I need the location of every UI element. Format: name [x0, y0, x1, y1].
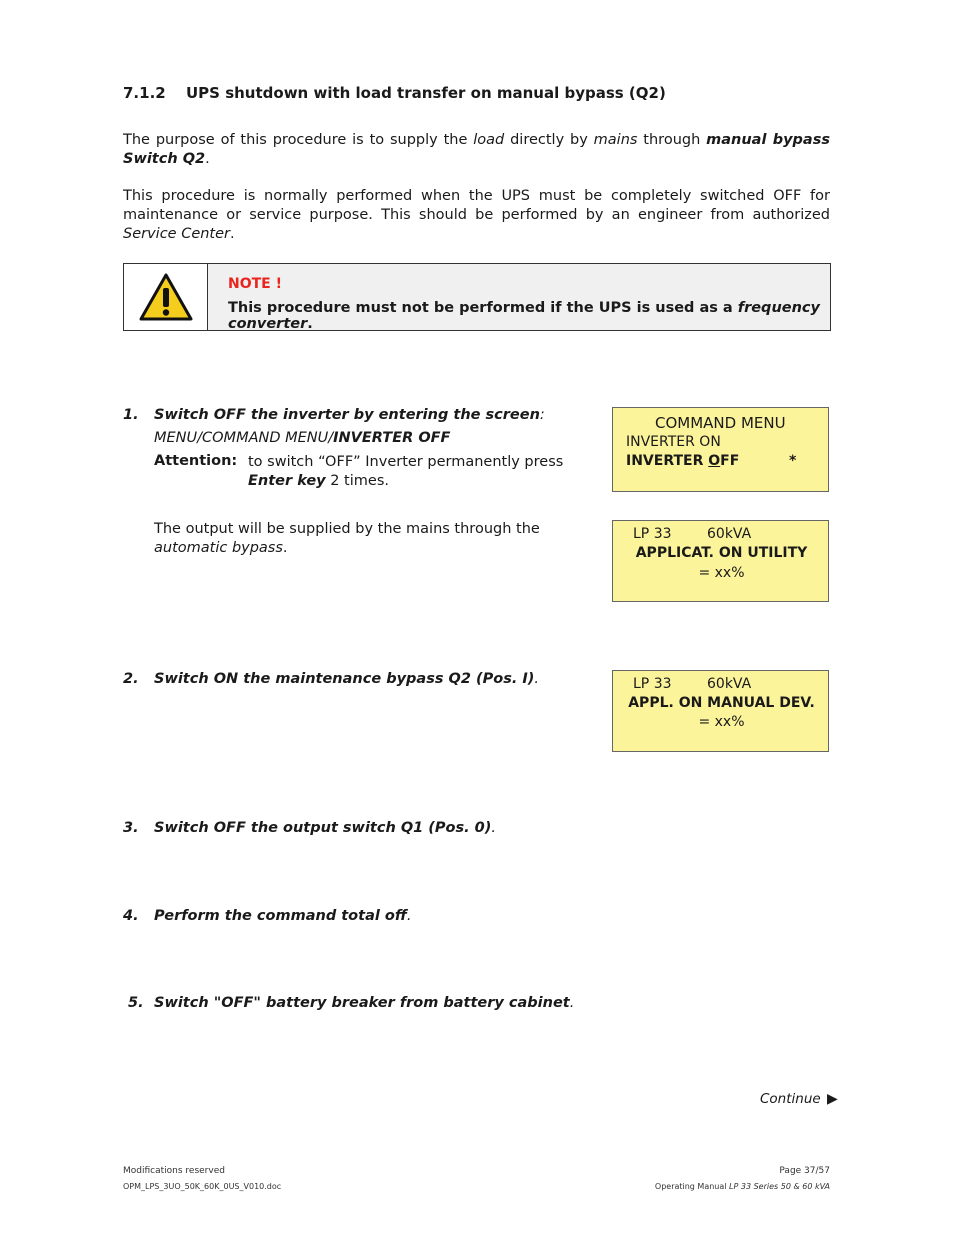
text: . — [569, 995, 575, 1011]
lcd-model: LP 33 — [633, 526, 672, 542]
lcd-power: 60kVA — [707, 676, 752, 692]
text-cursor: O — [708, 453, 721, 469]
lcd-appl-on-manual-dev — [612, 670, 829, 752]
step-number: 4. — [123, 908, 139, 924]
section-title: UPS shutdown with load transfer on manual bypass (Q2) — [186, 84, 666, 102]
menu-path — [154, 430, 450, 446]
text: . — [205, 151, 210, 167]
text: This procedure is normally performed when the UPS must be completely switched OFF for maintenance or service purpose. This should be performed by an engineer from authorized — [123, 188, 830, 223]
section-number: 7.1.2 — [123, 84, 166, 102]
text: . — [282, 540, 288, 556]
text-automatic-bypass: automatic bypass — [154, 540, 283, 556]
text-frequency-converter: frequency converter — [228, 300, 820, 332]
step-title: Switch ON the maintenance bypass Q2 (Pos. I) — [154, 671, 535, 687]
lcd-model: LP 33 — [633, 676, 672, 692]
text-service-center: Service Center — [123, 226, 231, 242]
warning-icon — [138, 272, 194, 322]
text-load: load — [473, 132, 505, 148]
lcd-line-inverter-on: INVERTER ON — [626, 434, 721, 450]
text: MENU/COMMAND MENU/ — [154, 430, 334, 446]
text: . — [307, 316, 313, 332]
step-number: 2. — [123, 671, 139, 687]
text: The output will be supplied by the mains through the — [154, 521, 540, 537]
step-2 — [123, 671, 539, 687]
note-icon-cell — [124, 264, 208, 330]
text: 2 times. — [325, 473, 389, 489]
footer-page-number: Page 37/57 — [779, 1166, 830, 1176]
text-switch-q2: manual bypass Switch Q2 — [123, 132, 830, 167]
text: This procedure must not be performed if the UPS is used as a — [228, 300, 738, 316]
text: Operating Manual — [654, 1182, 730, 1191]
step-number: 1. — [123, 407, 139, 423]
footer-filename: OPM_LPS_3UO_50K_60K_0US_V010.doc — [123, 1182, 282, 1191]
note-box — [123, 263, 831, 331]
attention-label: Attention: — [154, 453, 238, 469]
footer-manual-title — [655, 1182, 830, 1191]
lcd-status: APPL. ON MANUAL DEV. — [628, 695, 815, 711]
text-series: LP 33 Series 50 & 60 kVA — [729, 1182, 830, 1191]
section-heading — [123, 84, 666, 102]
step-number: 3. — [123, 820, 139, 836]
note-label: NOTE ! — [228, 276, 282, 292]
attention-text — [248, 453, 590, 491]
text: The purpose of this procedure is to supply the — [123, 132, 474, 148]
text: directly by — [504, 132, 594, 148]
lcd-title: COMMAND MENU — [655, 414, 786, 432]
lcd-line-inverter-off — [626, 453, 739, 469]
arrow-right-icon: ▶ — [827, 1091, 838, 1107]
text: . — [491, 820, 497, 836]
note-body — [228, 300, 830, 332]
step-title: Perform the command total off — [154, 908, 407, 924]
lcd-status: APPLICAT. ON UTILITY — [635, 545, 808, 561]
lcd-power: 60kVA — [707, 526, 752, 542]
footer-modifications: Modifications reserved — [123, 1166, 225, 1176]
text: . — [534, 671, 540, 687]
output-text — [154, 520, 590, 558]
step-1 — [123, 407, 545, 423]
text: through — [637, 132, 707, 148]
lcd-load: = xx% — [698, 714, 745, 730]
continue-label: Continue — [760, 1091, 821, 1107]
lcd-load: = xx% — [698, 565, 745, 581]
step-title: Switch OFF the inverter by entering the screen — [154, 407, 540, 423]
text: FF — [720, 453, 740, 469]
step-title: Switch OFF the output switch Q1 (Pos. 0) — [154, 820, 492, 836]
step-5 — [128, 995, 574, 1011]
lcd-applicat-on-utility — [612, 520, 829, 602]
text: : — [539, 407, 545, 423]
text: INVERTER — [626, 453, 709, 469]
step-title: Switch "OFF" battery breaker from battery cabinet — [154, 995, 570, 1011]
note-text-cell — [208, 264, 830, 330]
continue-indicator — [760, 1091, 838, 1107]
text-mains: mains — [593, 132, 638, 148]
text: to switch “OFF” Inverter permanently press — [248, 454, 564, 470]
lcd-command-menu — [612, 407, 829, 492]
lcd-selection-marker: * — [789, 453, 797, 469]
step-number: 5. — [128, 995, 144, 1011]
text: . — [406, 908, 412, 924]
text-enter-key: Enter key — [248, 473, 326, 489]
text-inverter-off: INVERTER OFF — [333, 430, 451, 446]
step-4 — [123, 908, 412, 924]
text: . — [230, 226, 235, 242]
step-3 — [123, 820, 496, 836]
intro-paragraph-2 — [123, 187, 830, 244]
intro-paragraph-1 — [123, 131, 830, 169]
